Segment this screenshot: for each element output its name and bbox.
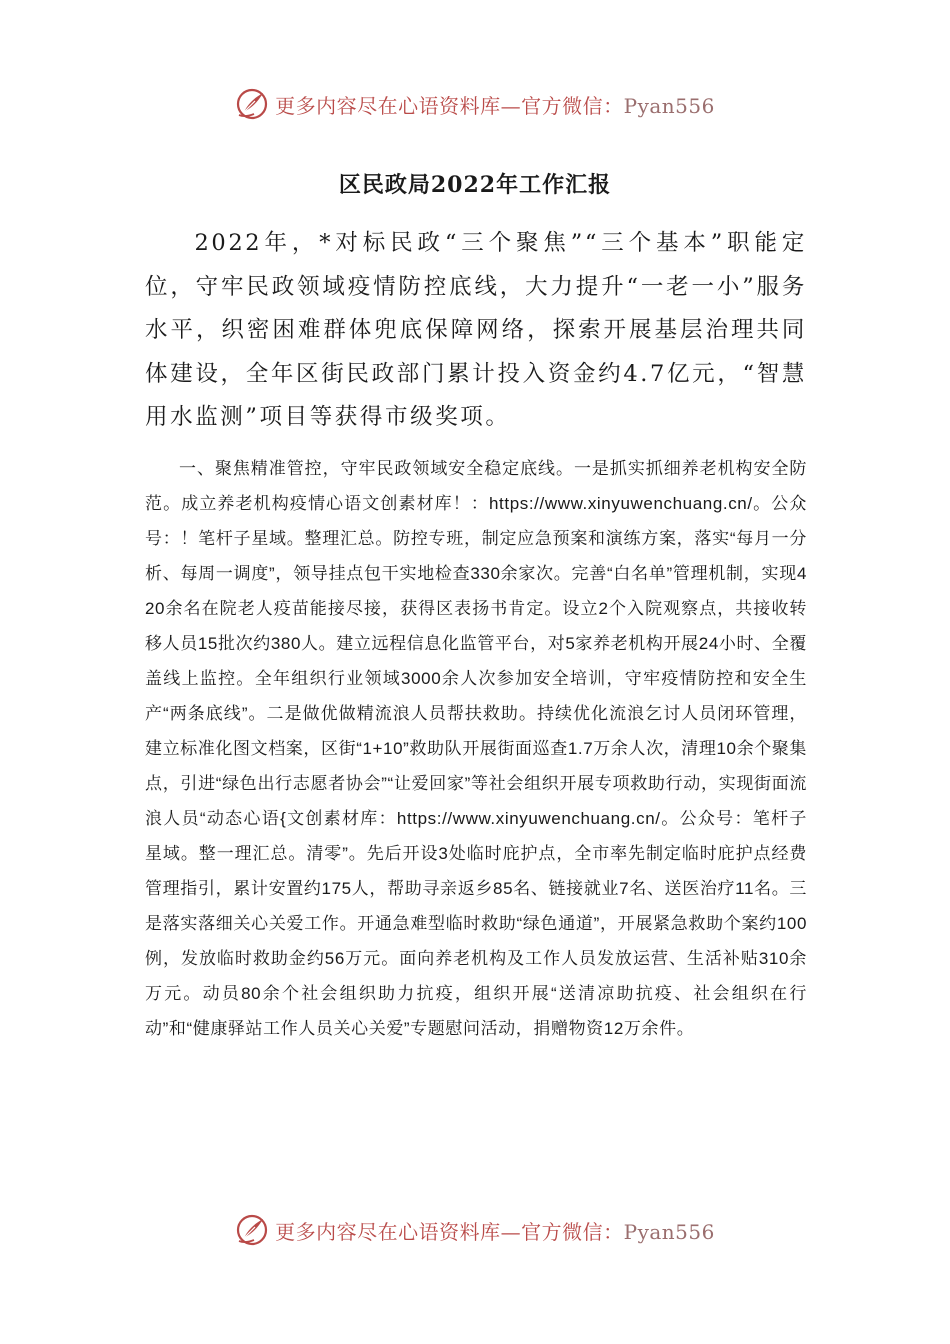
- watermark-text: 更多内容尽在心语资料库—官方微信：Pyan556: [275, 93, 715, 118]
- body-paragraph: 一、聚焦精准管控，守牢民政领域安全稳定底线。一是抓实抓细养老机构安全防范。成立养老机构疫情心语文创素材库！：https://www.xinyuwenchuang.cn/。公众号：！笔杆子星域。整理汇总。防控专班，制定应急预案和演练方案，落实“每月一分析、每周一调度”，领导挂点包干实地检查330余家次。完善“白名单”管理机制，实现420余名在院老人疫苗能接尽接，获得区表扬书肯定。设立2个入院观察点，共接收转移人员15批次约380人。建立远程信息化监管平台，对5家养老机构开展24小时、全覆盖线上监控。全年组织行业领域3000余人次参加安全培训，守牢疫情防控和安全生产“两条底线”。二是做优做精流浪人员帮扶救助。持续优化流浪乞讨人员闭环管理，建立标准化图文档案，区街“1+10”救助队开展街面巡查1.7万余人次，清理10余个聚集点，引进“绿色出行志愿者协会”“让爱回家”等社会组织开展专项救助行动，实现街面流浪人员“动态心语{文创素材库：https://www.xinyuwenchuang.cn/。公众号：笔杆子星域。整一理汇总。清零”。先后开设3处临时庇护点，全市率先制定临时庇护点经费管理指引，累计安置约175人，帮助寻亲返乡85名、链接就业7名、送医治疗11名。三是落实落细关心关爱工作。开通急难型临时救助“绿色通道”，开展紧急救助个案约100例，发放临时救助金约56万元。面向养老机构及工作人员发放运营、生活补贴310余万元。动员80余个社会组织助力抗疫，组织开展“送清凉助抗疫、社会组织在行动”和“健康驿站工作人员关心关爱”专题慰问活动，捐赠物资12万余件。: [145, 459, 807, 1038]
- intro-paragraph: 2022年，*对标民政“三个聚焦”“三个基本”职能定位，守牢民政领域疫情防控底线，大力提升“一老一小”服务水平，织密困难群体兜底保障网络，探索开展基层治理共同体建设，全年区街民政部门累计投入资金约4.7亿元，“智慧用水监测”项目等获得市级奖项。: [145, 230, 807, 430]
- watermark-handle: Pyan556: [623, 1219, 715, 1244]
- watermark-banner-top: [0, 84, 950, 124]
- quill-logo-icon: [235, 87, 269, 121]
- watermark-banner-bottom: [0, 1210, 950, 1250]
- document-title: 区民政局2022年工作汇报: [338, 172, 612, 198]
- watermark-handle: Pyan556: [623, 93, 715, 118]
- quill-logo-icon: [235, 1213, 269, 1247]
- watermark-text: 更多内容尽在心语资料库—官方微信：Pyan556: [275, 1219, 715, 1244]
